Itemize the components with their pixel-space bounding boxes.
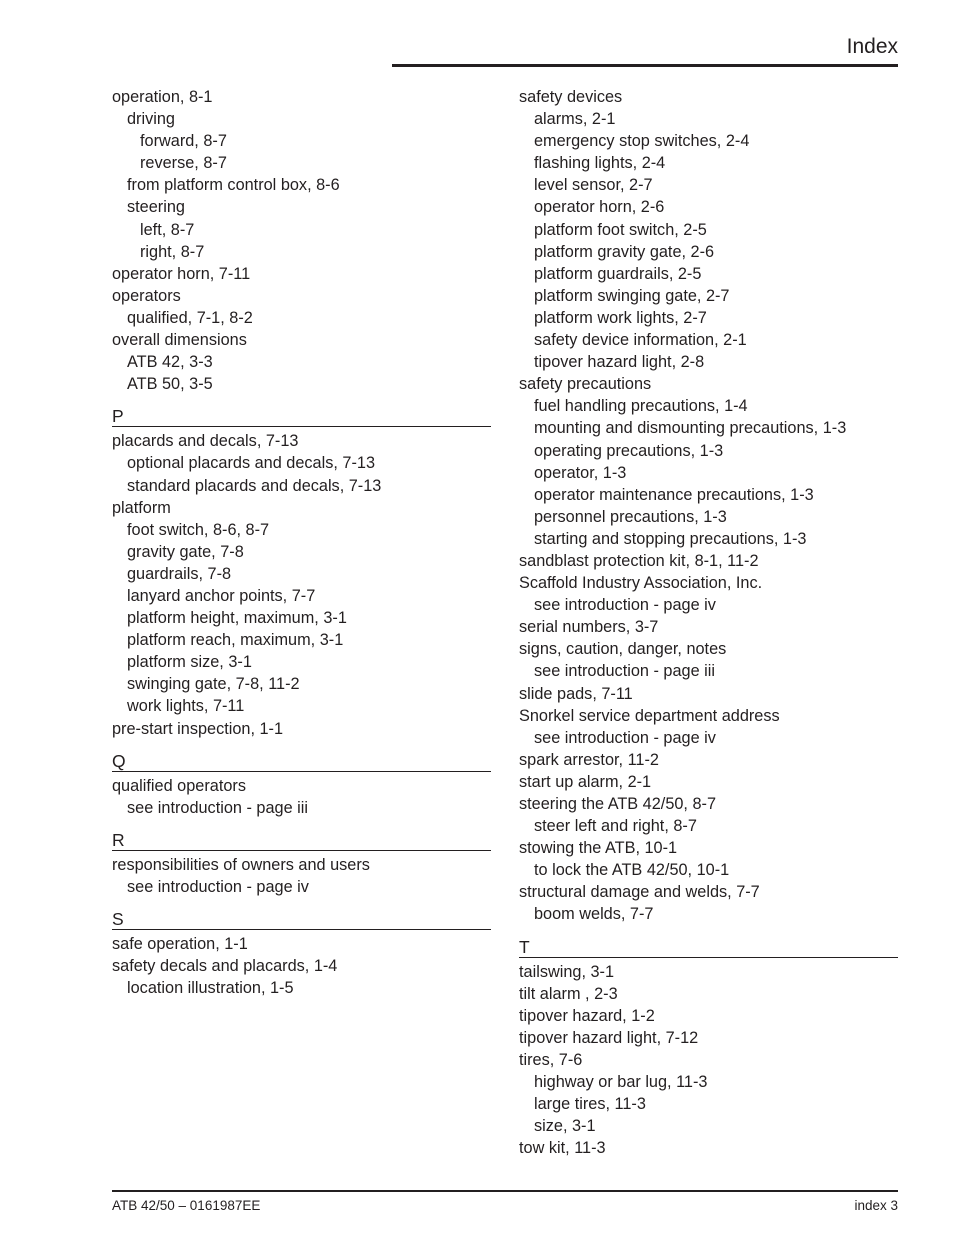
index-subentry: steering [127,198,185,217]
index-subentry: platform swinging gate, 2-7 [534,286,730,305]
index-subentry: from platform control box, 8-6 [127,176,340,195]
index-subentry: see introduction - page iv [534,596,716,615]
index-letter-heading: P [112,395,491,427]
index-entry: steering the ATB 42/50, 8-7 [519,795,717,813]
index-subentry: mounting and dismounting precautions, 1-3 [534,419,847,438]
index-subentry: left, 8-7 [140,220,195,239]
index-subentry: see introduction - page iv [127,877,309,896]
index-entry: responsibilities of owners and users [112,855,370,874]
header-rule [392,64,898,67]
index-entry: pre-start inspection, 1-1 [112,719,284,738]
index-subentry: starting and stopping precautions, 1-3 [534,529,807,548]
index-entry: tilt alarm , 2-3 [519,984,618,1003]
index-subentry: swinging gate, 7-8, 11-2 [127,675,300,694]
index-letter-heading: Q [112,740,491,772]
index-subentry: platform foot switch, 2-5 [534,220,707,239]
index-entry: platform [112,498,171,517]
footer-rule [112,1190,898,1192]
index-column-right [519,86,898,1159]
index-entry: slide pads, 7-11 [519,684,633,703]
index-subentry: operator maintenance precautions, 1-3 [534,485,814,504]
index-subentry: emergency stop switches, 2-4 [534,132,750,151]
index-entry: serial numbers, 3-7 [519,618,659,637]
index-letter-heading: S [112,898,491,930]
index-subentry: optional placards and decals, 7-13 [127,454,376,473]
index-entry: safety decals and placards, 1-4 [112,957,338,976]
index-column-left [112,86,491,999]
index-subentry: platform size, 3-1 [127,653,252,672]
index-subentry: platform work lights, 2-7 [534,308,707,327]
index-entry: start up alarm, 2-1 [519,772,652,791]
footer-document-id: ATB 42/50 – 0161987EE [112,1198,261,1213]
index-subentry: level sensor, 2-7 [534,176,653,195]
index-subentry: fuel handling precautions, 1-4 [534,397,748,416]
index-subentry: gravity gate, 7-8 [127,542,244,561]
index-subentry: platform guardrails, 2-5 [534,264,702,283]
index-subentry: safety device information, 2-1 [534,331,747,350]
index-subentry: right, 8-7 [140,242,205,261]
index-subentry: standard placards and decals, 7-13 [127,476,382,495]
index-subentry: see introduction - page iii [534,662,716,681]
index-subentry: size, 3-1 [534,1117,596,1136]
page-title: Index [846,35,898,58]
index-subentry: qualified, 7-1, 8-2 [127,308,253,327]
index-subentry: to lock the ATB 42/50, 10-1 [534,861,730,880]
index-entry: spark arrestor, 11-2 [519,750,659,769]
index-subentry: highway or bar lug, 11-3 [534,1073,708,1092]
index-entry: sandblast protection kit, 8-1, 11-2 [519,551,759,570]
index-subentry: ATB 42, 3-3 [127,353,213,372]
index-letter-heading: T [519,926,898,958]
index-subentry: ATB 50, 3-5 [127,375,213,394]
index-letter-heading: R [112,819,491,851]
index-entry: tow kit, 11-3 [519,1139,606,1158]
index-entry: safety devices [519,88,623,106]
index-entry: operator horn, 7-11 [112,264,251,283]
footer-page-number: index 3 [854,1198,898,1213]
index-subentry: forward, 8-7 [140,132,227,151]
index-subentry: guardrails, 7-8 [127,564,232,583]
index-subentry: reverse, 8-7 [140,154,227,173]
index-subentry: work lights, 7-11 [127,697,245,716]
index-subentry: platform reach, maximum, 3-1 [127,631,344,650]
index-subentry: location illustration, 1-5 [127,979,294,998]
index-entry: structural damage and welds, 7-7 [519,883,760,902]
index-entry: Scaffold Industry Association, Inc. [519,574,763,593]
index-subentry: platform height, maximum, 3-1 [127,609,347,628]
index-entry: Snorkel service department address [519,706,780,725]
index-subentry: flashing lights, 2-4 [534,154,666,173]
index-entry: qualified operators [112,776,246,795]
index-subentry: operating precautions, 1-3 [534,441,724,460]
index-entry: tires, 7-6 [519,1050,583,1069]
index-subentry: alarms, 2-1 [534,110,616,129]
index-entry: operation, 8-1 [112,88,213,106]
index-entry: tipover hazard, 1-2 [519,1006,655,1025]
index-entry: safe operation, 1-1 [112,935,248,953]
index-entry: operators [112,286,181,305]
index-subentry: driving [127,110,175,129]
index-subentry: platform gravity gate, 2-6 [534,242,715,261]
index-entry: signs, caution, danger, notes [519,640,727,659]
index-subentry: lanyard anchor points, 7-7 [127,586,316,605]
index-entry: safety precautions [519,375,652,394]
index-subentry: foot switch, 8-6, 8-7 [127,520,270,539]
index-subentry: see introduction - page iv [534,728,716,747]
index-subentry: personnel precautions, 1-3 [534,507,727,526]
index-entry: tipover hazard light, 7-12 [519,1028,699,1047]
index-subentry: operator horn, 2-6 [534,198,665,217]
index-subentry: operator, 1-3 [534,463,627,482]
index-entry: placards and decals, 7-13 [112,432,299,451]
index-subentry: tipover hazard light, 2-8 [534,353,705,372]
index-subentry: boom welds, 7-7 [534,905,654,924]
index-entry: tailswing, 3-1 [519,962,615,981]
index-entry: overall dimensions [112,331,247,350]
index-subentry: large tires, 11-3 [534,1095,646,1114]
index-subentry: see introduction - page iii [127,798,309,817]
index-entry: stowing the ATB, 10-1 [519,839,678,858]
index-subentry: steer left and right, 8-7 [534,817,697,836]
